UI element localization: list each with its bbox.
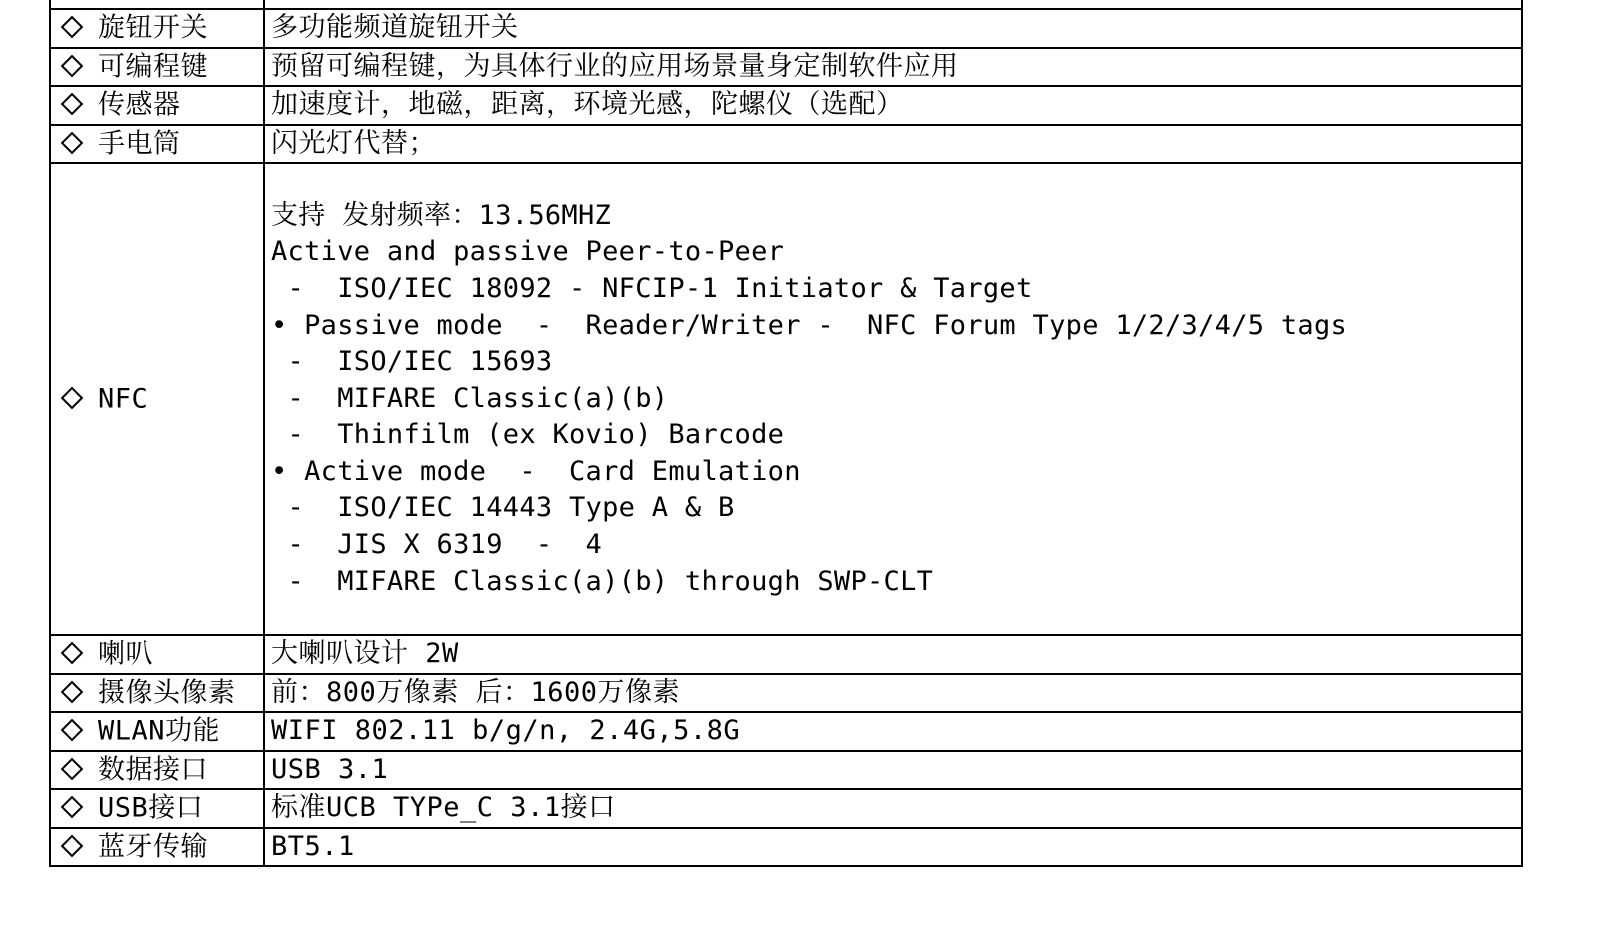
value-cell xyxy=(264,125,1522,164)
spec-label: 喇叭 xyxy=(98,638,153,670)
table-row-nfc xyxy=(50,163,1522,635)
spec-value: 预留可编程键，为具体行业的应用场景量身定制软件应用 xyxy=(271,50,959,82)
label-cell xyxy=(50,635,264,674)
value-cell xyxy=(264,789,1522,828)
spec-value: 加速度计，地磁，距离，环境光感，陀螺仪（选配） xyxy=(271,89,904,121)
nfc-spec-line: • Passive mode - Reader/Writer - NFC Forum Type 1/2/3/4/5 tags xyxy=(271,309,1348,341)
spec-label: NFC xyxy=(98,383,149,415)
spec-value: 多功能频道旋钮开关 xyxy=(271,12,519,44)
spec-value: BT5.1 xyxy=(271,830,355,862)
diamond-bullet-icon xyxy=(61,680,84,703)
label-cell xyxy=(50,0,264,9)
nfc-spec-line: - JIS X 6319 - 4 xyxy=(271,529,603,561)
spec-value: USB 3.1 xyxy=(271,753,389,785)
nfc-spec-list xyxy=(271,198,1521,601)
value-cell xyxy=(264,163,1522,635)
value-cell xyxy=(264,0,1522,9)
nfc-spec-line: 支持 发射频率：13.56MHZ xyxy=(271,199,612,231)
spec-table xyxy=(49,0,1523,867)
label-cell xyxy=(50,125,264,164)
table-row-cropped-top xyxy=(50,0,1522,9)
spec-label: 蓝牙传输 xyxy=(98,831,208,862)
label-cell xyxy=(50,48,264,87)
nfc-spec-line: - Thinfilm (ex Kovio) Barcode xyxy=(271,419,785,451)
diamond-bullet-icon xyxy=(61,386,84,409)
spec-value: 大喇叭设计 2W xyxy=(271,638,459,670)
spec-value: WIFI 802.11 b/g/n, 2.4G,5.8G xyxy=(271,715,741,747)
value-cell xyxy=(264,828,1522,867)
value-cell xyxy=(264,674,1522,713)
diamond-bullet-icon xyxy=(61,54,84,77)
table-row xyxy=(50,674,1522,713)
nfc-spec-line: - ISO/IEC 14443 Type A & B xyxy=(271,492,735,524)
table-row xyxy=(50,48,1522,87)
diamond-bullet-icon xyxy=(61,834,84,857)
value-cell xyxy=(264,712,1522,751)
diamond-bullet-icon xyxy=(61,642,84,665)
spec-label: 可编程键 xyxy=(98,51,208,82)
label-cell xyxy=(50,163,264,635)
table-row xyxy=(50,86,1522,125)
value-cell xyxy=(264,635,1522,674)
table-row xyxy=(50,751,1522,790)
diamond-bullet-icon xyxy=(61,93,84,116)
spec-value: 闪光灯代替； xyxy=(271,127,436,159)
spec-value: 标准UCB TYPe_C 3.1接口 xyxy=(271,792,616,824)
spec-label: 旋钮开关 xyxy=(98,12,208,44)
nfc-spec-line: - ISO/IEC 15693 xyxy=(271,346,553,378)
spec-label: 数据接口 xyxy=(98,754,208,785)
label-cell xyxy=(50,828,264,867)
value-cell xyxy=(264,86,1522,125)
nfc-spec-line: - MIFARE Classic(a)(b) xyxy=(271,382,669,414)
label-cell xyxy=(50,712,264,751)
spec-label: 传感器 xyxy=(98,89,181,121)
nfc-spec-line: - ISO/IEC 18092 - NFCIP-1 Initiator & Target xyxy=(271,272,1033,304)
label-cell xyxy=(50,674,264,713)
diamond-bullet-icon xyxy=(61,719,84,742)
nfc-spec-line: Active and passive Peer-to-Peer xyxy=(271,236,785,268)
diamond-bullet-icon xyxy=(61,796,84,819)
table-row xyxy=(50,789,1522,828)
label-cell xyxy=(50,751,264,790)
table-row xyxy=(50,9,1522,48)
label-cell xyxy=(50,9,264,48)
nfc-spec-line: - MIFARE Classic(a)(b) through SWP-CLT xyxy=(271,565,934,597)
label-cell xyxy=(50,86,264,125)
value-cell xyxy=(264,9,1522,48)
spec-label: WLAN功能 xyxy=(98,715,221,747)
spec-label: 摄像头像素 xyxy=(98,677,236,708)
value-cell xyxy=(264,751,1522,790)
table-row xyxy=(50,712,1522,751)
value-cell xyxy=(264,48,1522,87)
diamond-bullet-icon xyxy=(61,16,84,39)
nfc-spec-line: • Active mode - Card Emulation xyxy=(271,455,801,487)
table-row xyxy=(50,125,1522,164)
spec-value: 前：800万像素 后：1600万像素 xyxy=(271,676,681,708)
spec-label: 手电筒 xyxy=(98,128,181,159)
label-cell xyxy=(50,789,264,828)
diamond-bullet-icon xyxy=(61,757,84,780)
diamond-bullet-icon xyxy=(61,131,84,154)
table-row xyxy=(50,635,1522,674)
spec-label: USB接口 xyxy=(98,792,204,824)
table-row xyxy=(50,828,1522,867)
